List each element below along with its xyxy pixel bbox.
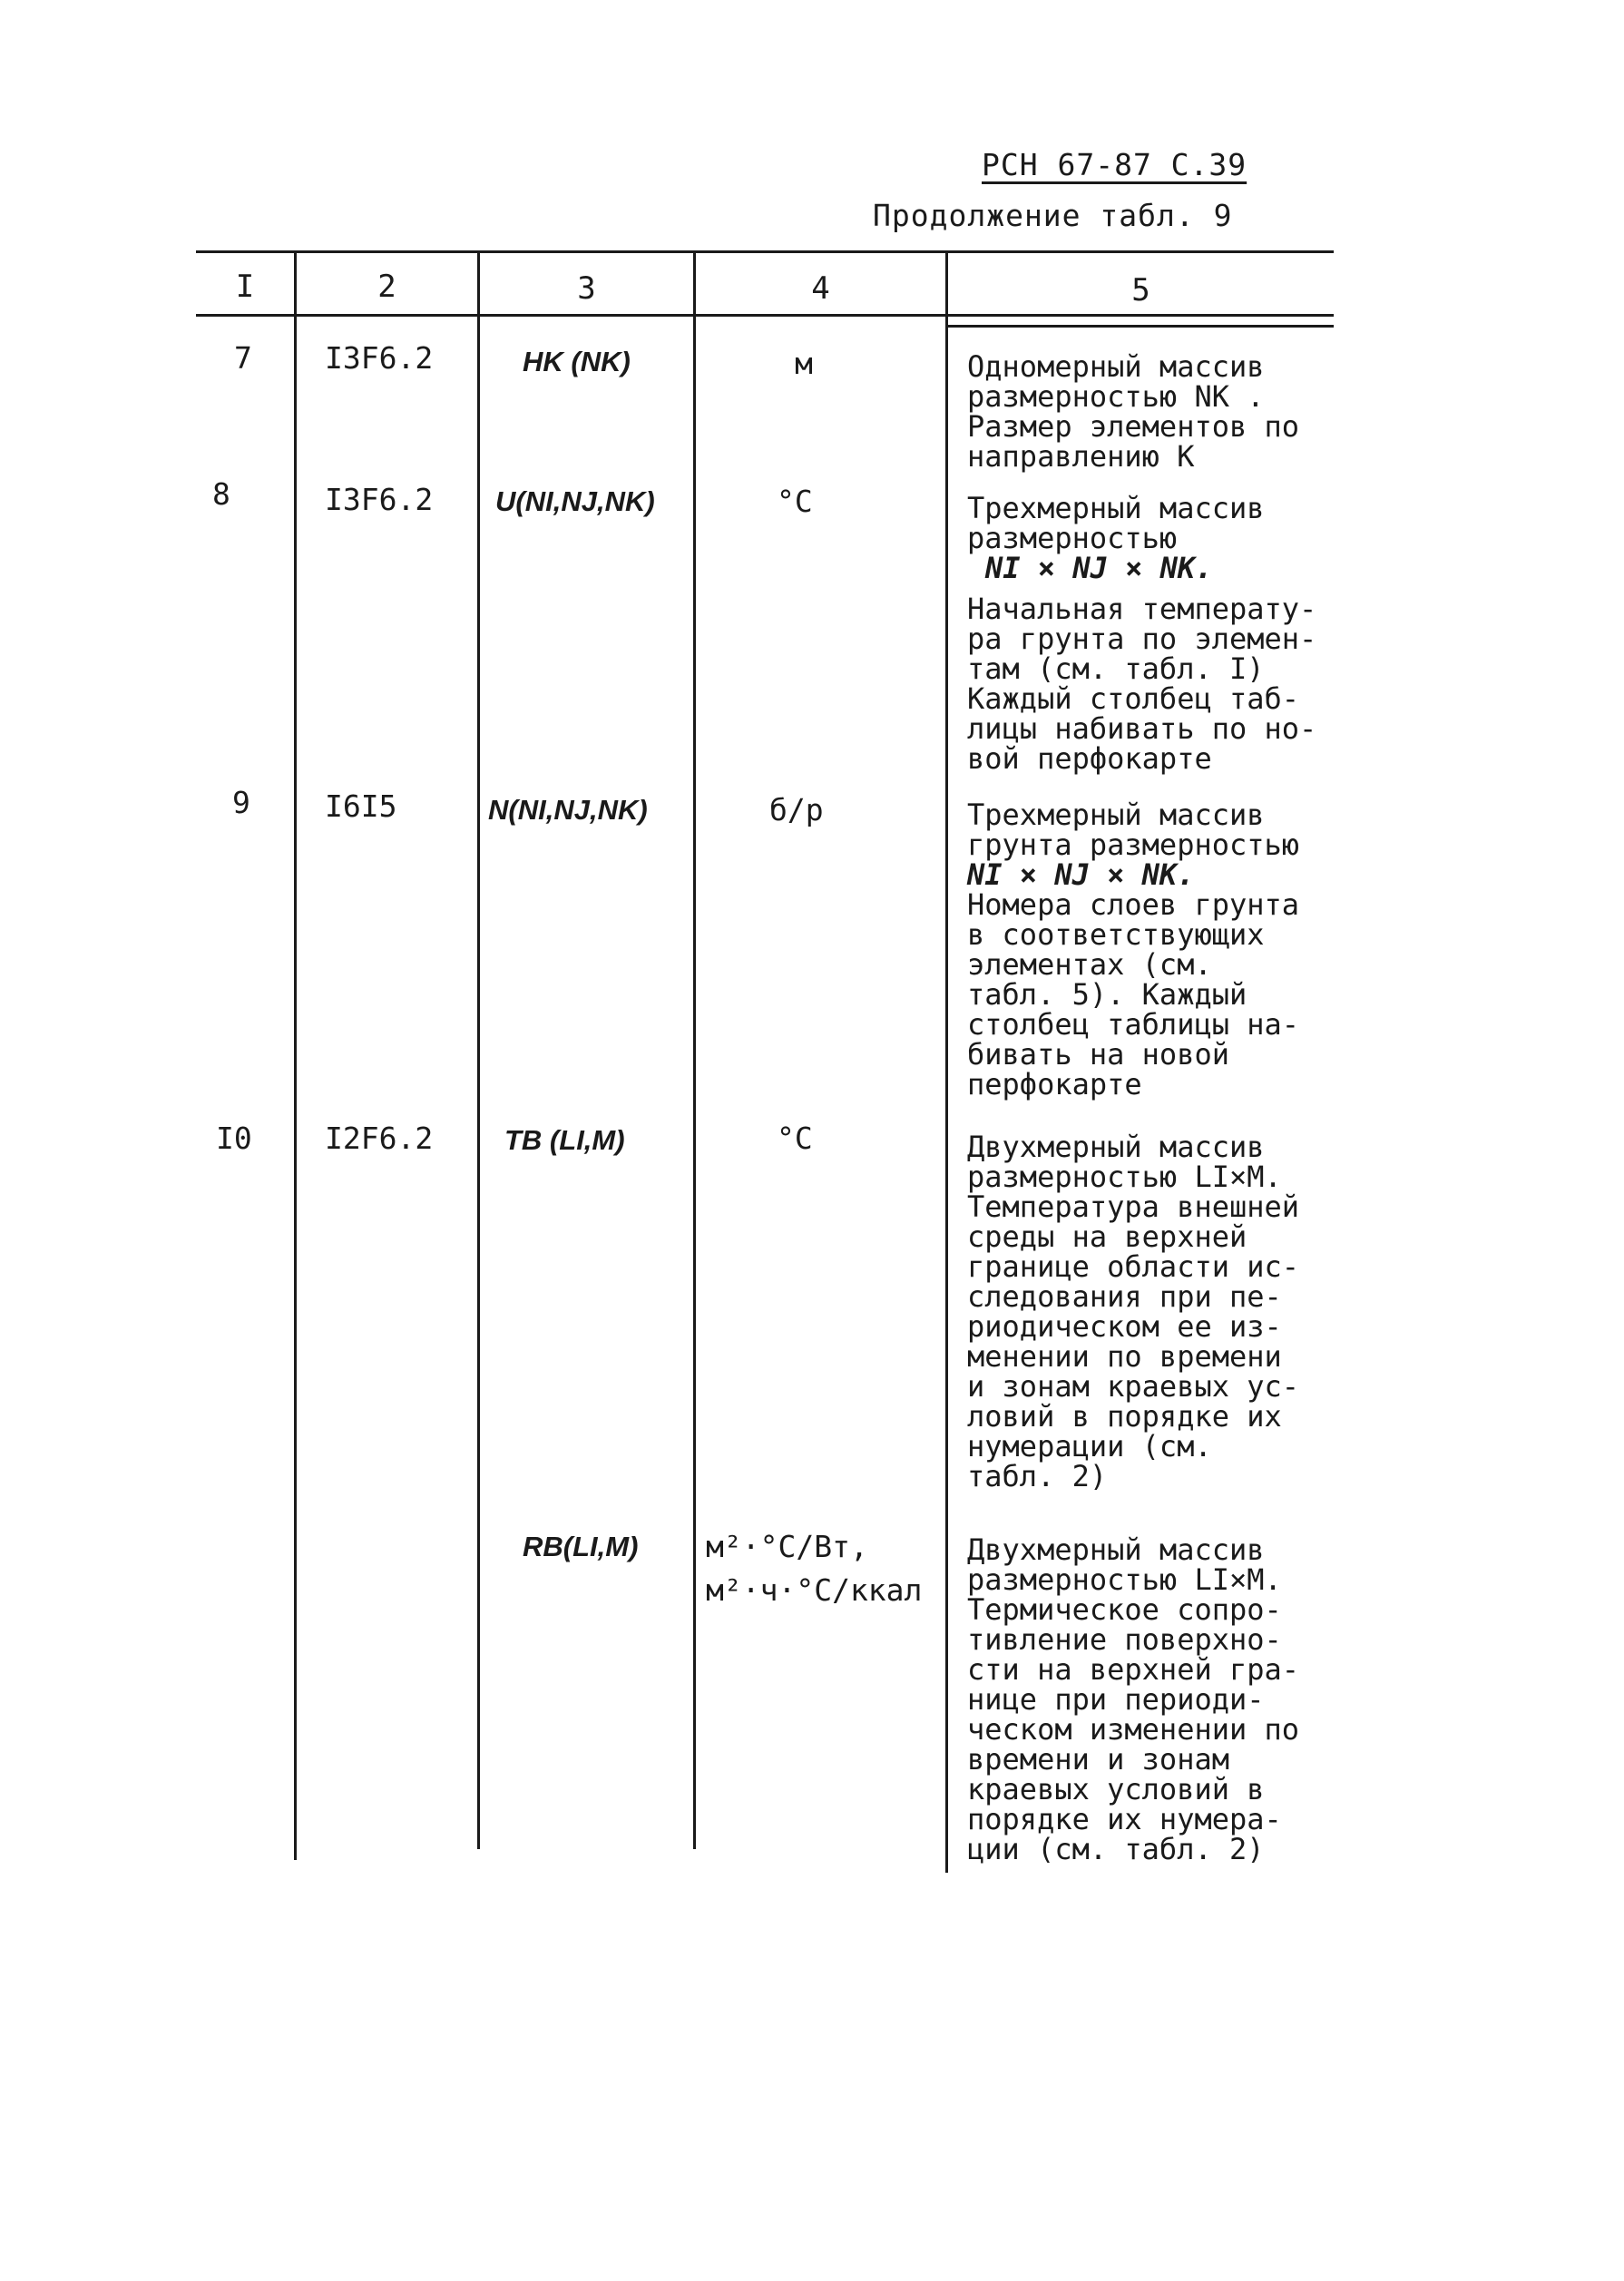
- table-row-8-description: [967, 491, 1317, 776]
- table-row-rb-unit: м²·°С/Вт,: [706, 1529, 868, 1564]
- table-top-rule: [196, 250, 1334, 253]
- description-line: нице при периоди-: [967, 1682, 1265, 1717]
- description-line: Трехмерный массив: [967, 798, 1265, 832]
- description-line: ческом изменении по: [967, 1712, 1300, 1747]
- table-row-9-format: I6I5: [325, 788, 397, 824]
- table-row-7-format: I3F6.2: [325, 340, 434, 376]
- description-line: грунта размерностью: [967, 827, 1300, 862]
- description-line: краевых условий в: [967, 1772, 1265, 1806]
- table-row-9-unit: б/р: [769, 792, 824, 827]
- description-line: табл. 2): [967, 1459, 1108, 1493]
- description-line: границе области ис-: [967, 1249, 1300, 1284]
- table-row-9-identifier: N(NI,NJ,NK): [488, 794, 648, 826]
- description-line: среды на верхней: [967, 1219, 1247, 1254]
- description-line: и зонам краевых ус-: [967, 1369, 1300, 1404]
- description-line: порядке их нумера-: [967, 1802, 1282, 1836]
- table-row-9-num: 9: [232, 785, 250, 820]
- description-line: лицы набивать по но-: [967, 711, 1317, 746]
- table-continuation-title: Продолжение табл. 9: [873, 198, 1233, 233]
- table-row-8-unit: °С: [777, 484, 813, 519]
- description-line: NI × NJ × NK.: [985, 551, 1213, 585]
- description-line: бивать на новой: [967, 1037, 1229, 1072]
- column-divider-4: [945, 250, 948, 1873]
- description-line: Размер элементов по: [967, 409, 1300, 444]
- description-line: NI × NJ × NK.: [967, 857, 1195, 892]
- table-row-10-description: [967, 1132, 1299, 1492]
- description-line: направлению К: [967, 439, 1195, 474]
- description-line: Температура внешней: [967, 1189, 1300, 1224]
- description-line: там (см. табл. I): [967, 651, 1265, 686]
- description-line: Термическое сопро-: [967, 1592, 1282, 1627]
- table-row-8-num: 8: [212, 476, 230, 512]
- description-line: размерностью LI×M.: [967, 1160, 1282, 1194]
- description-line: следования при пе-: [967, 1279, 1282, 1314]
- table-row-7-description: [967, 349, 1300, 474]
- column-divider-3: [693, 250, 696, 1849]
- table-row-7-identifier: HK (NK): [523, 346, 631, 377]
- description-line: размерностью: [967, 521, 1178, 555]
- column-header-5: 5: [1131, 272, 1150, 308]
- description-line: времени и зонам: [967, 1742, 1229, 1777]
- column-header-3: 3: [577, 270, 596, 307]
- document-code: РСН 67-87 С.39: [982, 147, 1247, 182]
- description-line: Одномерный массив: [967, 349, 1265, 384]
- table-row-10-unit: °С: [777, 1121, 813, 1156]
- description-line: ловий в порядке их: [967, 1399, 1282, 1434]
- description-line: Каждый столбец таб-: [967, 681, 1300, 716]
- description-line: менении по времени: [967, 1339, 1282, 1374]
- description-line: табл. 5). Каждый: [967, 977, 1247, 1012]
- table-row-8-identifier: U(NI,NJ,NK): [495, 485, 655, 517]
- description-line: элементах (см.: [967, 947, 1212, 982]
- description-line: размерностью NK .: [967, 379, 1265, 414]
- table-row-7-num: 7: [234, 340, 252, 376]
- table-row-rb-description: [967, 1532, 1300, 1866]
- description-line: нумерации (см.: [967, 1429, 1212, 1464]
- description-line: Трехмерный массив: [967, 491, 1265, 525]
- table-row-10-format: I2F6.2: [325, 1121, 434, 1156]
- column-divider-1: [294, 250, 297, 1860]
- table-row-10-num: I0: [216, 1121, 252, 1156]
- table-row-7-unit: м: [795, 346, 813, 381]
- table-row-10-identifier: TB (LI,M): [504, 1124, 625, 1156]
- description-line: Двухмерный массив: [967, 1532, 1265, 1567]
- description-line: вой перфокарте: [967, 741, 1212, 776]
- description-line: ра грунта по элемен-: [967, 622, 1317, 656]
- table-row-8-format: I3F6.2: [325, 482, 434, 517]
- description-line: сти на верхней гра-: [967, 1652, 1300, 1687]
- header-bottom-rule-right: [947, 325, 1334, 328]
- table-row-rb-identifier: RB(LI,M): [523, 1531, 639, 1562]
- table-row-9-description: [967, 800, 1299, 1100]
- column-header-2: 2: [377, 269, 396, 305]
- description-line: Номера слоев грунта: [967, 887, 1300, 922]
- description-line: тивление поверхно-: [967, 1622, 1282, 1657]
- description-line: столбец таблицы на-: [967, 1007, 1300, 1042]
- description-line: в соответствующих: [967, 917, 1265, 952]
- description-line: размерностью LI×M.: [967, 1562, 1282, 1597]
- description-line: перфокарте: [967, 1067, 1142, 1101]
- column-header-1: I: [235, 269, 255, 305]
- description-line: Двухмерный массив: [967, 1130, 1265, 1164]
- table-row-rb-unit-alt: м²·ч·°С/ккал: [706, 1572, 923, 1608]
- header-bottom-rule: [196, 314, 1334, 317]
- column-divider-2: [477, 250, 480, 1849]
- description-line: Начальная температу-: [967, 592, 1317, 626]
- column-header-4: 4: [811, 270, 830, 307]
- description-line: риодическом ее из-: [967, 1309, 1282, 1344]
- description-line: ции (см. табл. 2): [967, 1832, 1265, 1866]
